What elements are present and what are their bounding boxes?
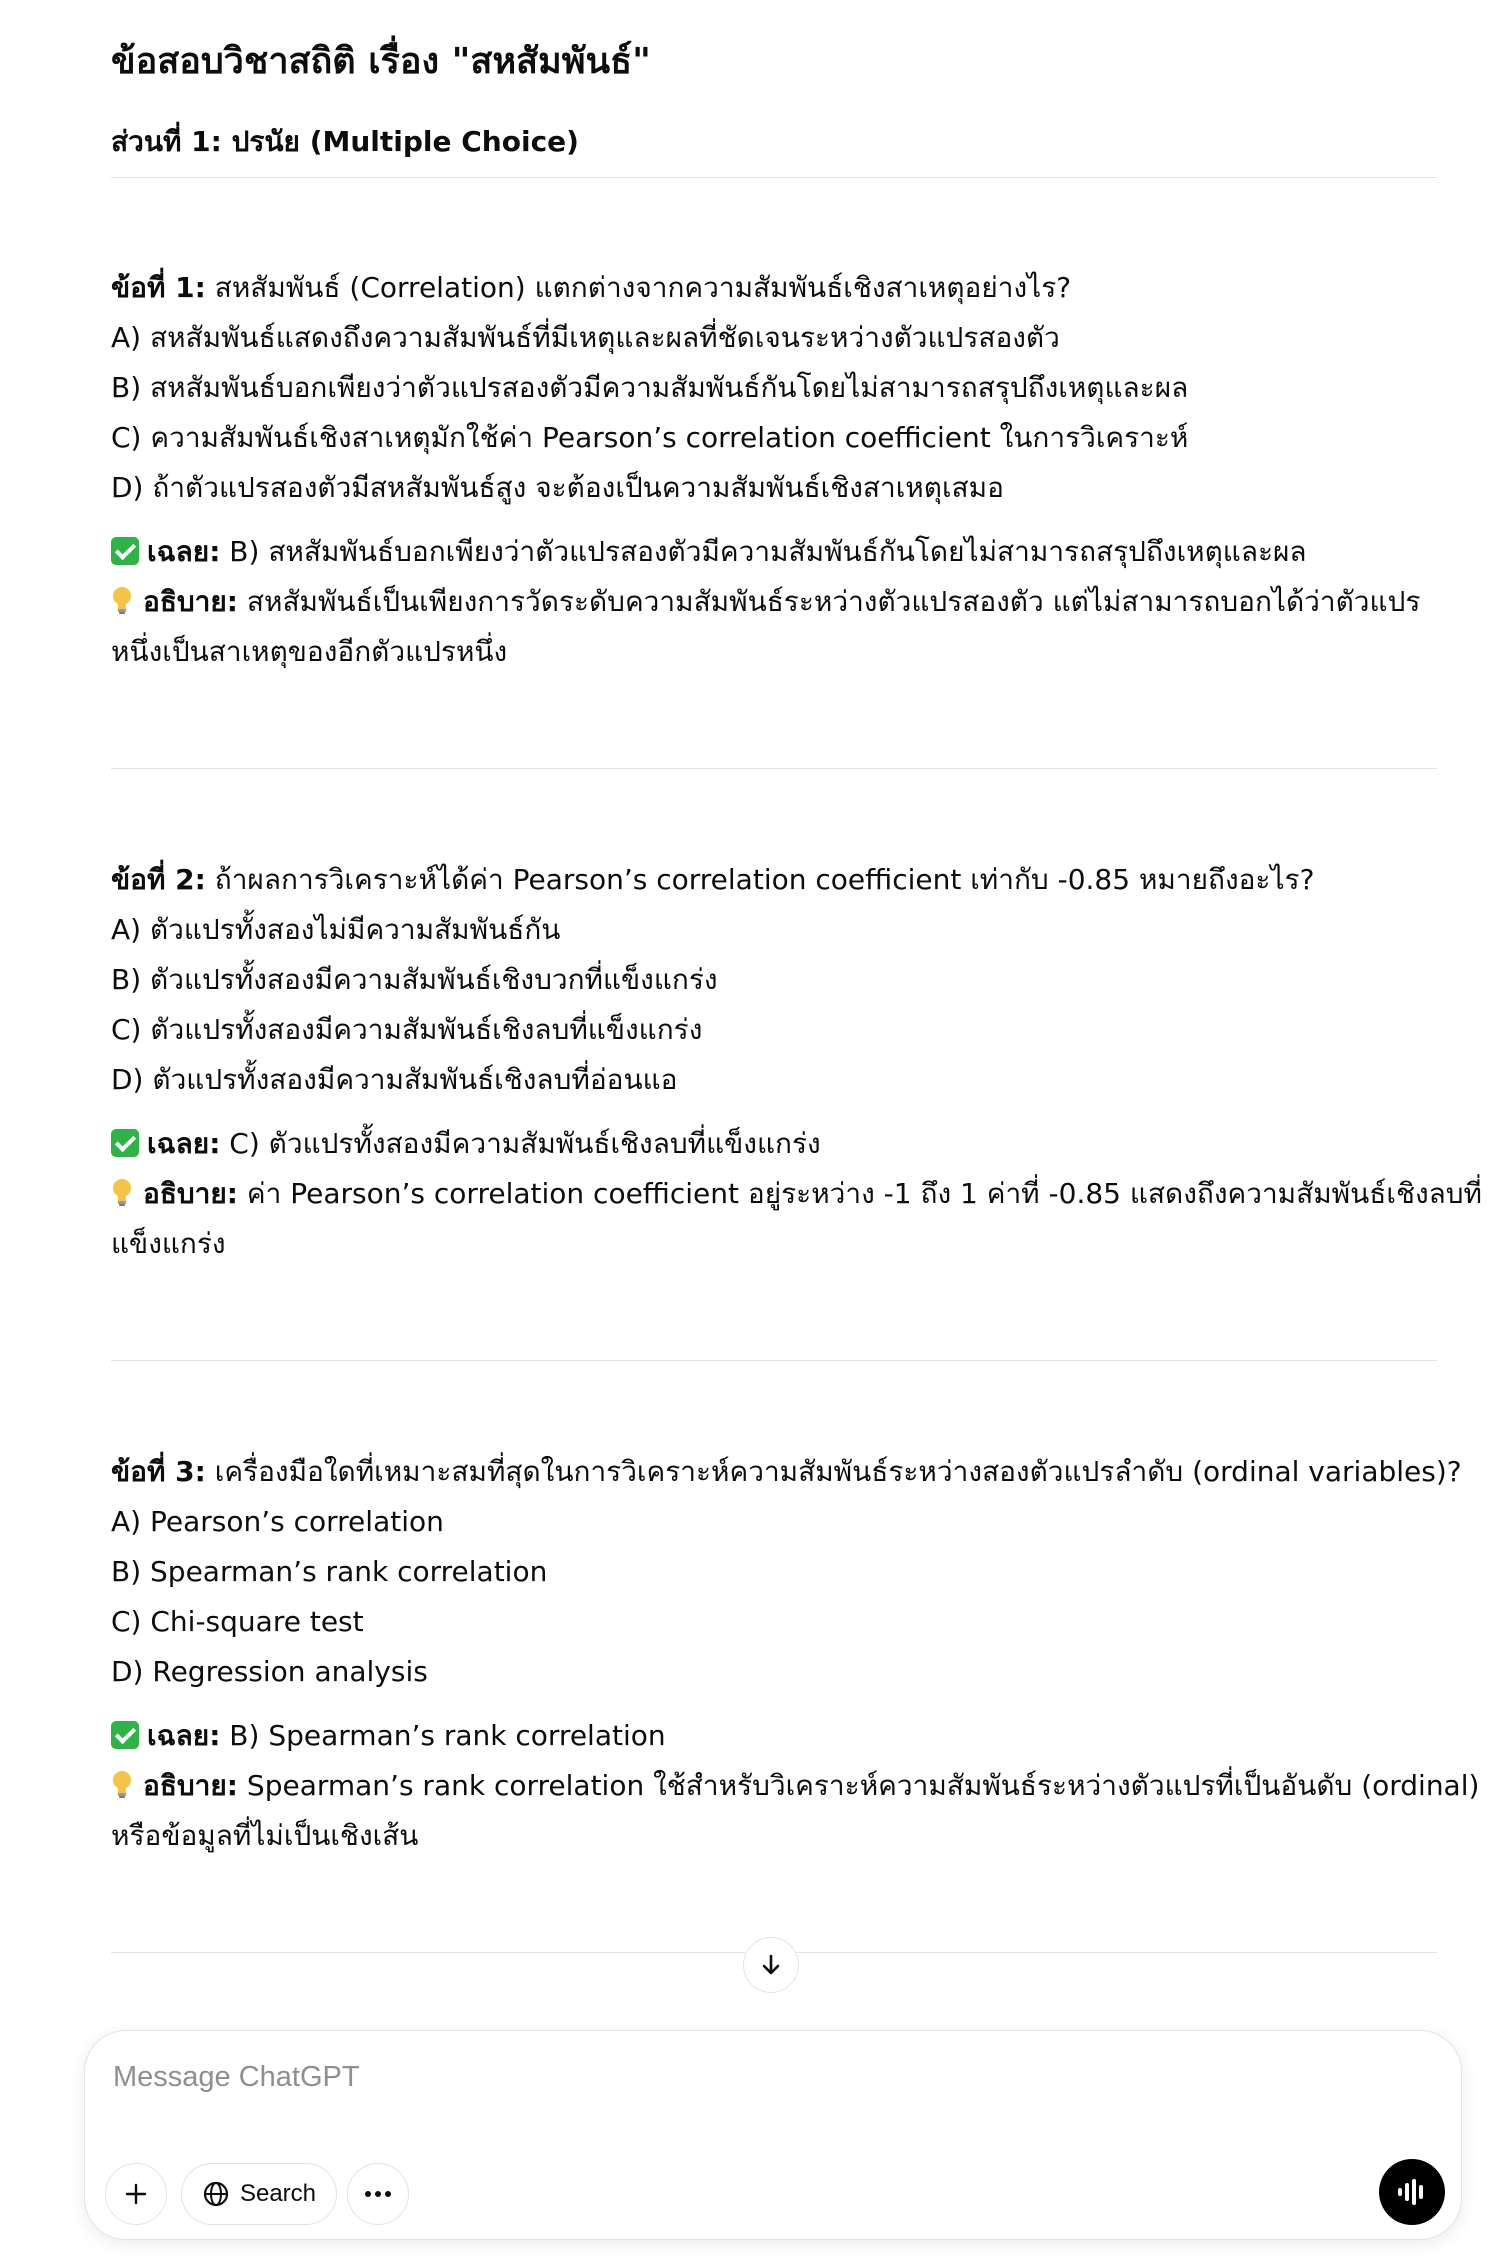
globe-icon <box>202 2180 230 2208</box>
document-title: ข้อสอบวิชาสถิติ เรื่อง "สหสัมพันธ์" <box>111 41 651 82</box>
answer-text: B) Spearman’s rank correlation <box>220 1719 666 1752</box>
light-bulb-icon <box>111 1770 133 1800</box>
option-b: B) Spearman’s rank correlation <box>111 1555 548 1588</box>
question-text: ข้อที่ 2: ถ้าผลการวิเคราะห์ได้ค่า Pearson’s correlation coefficient เท่ากับ -0.85 หมายถึงอะไร? <box>111 863 1315 896</box>
option-c: C) ความสัมพันธ์เชิงสาเหตุมักใช้ค่า Pearson’s correlation coefficient ในการวิเคราะห์ <box>111 421 1189 454</box>
voice-mode-icon <box>1396 2178 1428 2206</box>
answer-block <box>111 527 1437 677</box>
divider <box>111 177 1437 178</box>
explanation: อธิบาย: Spearman’s rank correlation ใช้สำหรับวิเคราะห์ความสัมพันธ์ระหว่างตัวแปรที่เป็นอันดับ (ordinal) หรือข้อมูลที่ไม่เป็นเชิงเส้น <box>111 1769 1480 1852</box>
explain-label: อธิบาย: <box>143 1769 239 1802</box>
message-input[interactable] <box>113 2057 1213 2097</box>
option-c: C) ตัวแปรทั้งสองมีความสัมพันธ์เชิงลบที่แข็งแกร่ง <box>111 1013 703 1046</box>
answer-line <box>111 527 1437 577</box>
explanation: อธิบาย: ค่า Pearson’s correlation coefficient อยู่ระหว่าง -1 ถึง 1 ค่าที่ -0.85 แสดงถึงความสัมพันธ์เชิงลบที่ แข็งแกร่ง <box>111 1177 1483 1260</box>
plus-icon <box>123 2181 149 2207</box>
section-heading: ส่วนที่ 1: ปรนัย (Multiple Choice) <box>111 125 579 158</box>
check-mark-icon <box>111 537 139 565</box>
search-label: Search <box>239 2180 317 2207</box>
question-1 <box>111 263 1437 677</box>
explain-label: อธิบาย: <box>143 585 239 618</box>
option-d: D) Regression analysis <box>111 1655 428 1688</box>
question-label: ข้อที่ 1: <box>111 271 206 304</box>
answer-text: B) สหสัมพันธ์บอกเพียงว่าตัวแปรสองตัวมีความสัมพันธ์กันโดยไม่สามารถสรุปถึงเหตุและผล <box>220 535 1307 568</box>
explanation: อธิบาย: สหสัมพันธ์เป็นเพียงการวัดระดับความสัมพันธ์ระหว่างตัวแปรสองตัว แต่ไม่สามารถบอกได้ว่าตัวแปร หนึ่งเป็นสาเหตุของอีกตัวแปรหนึ่ง <box>111 585 1421 668</box>
check-mark-icon <box>111 1129 139 1157</box>
answer-line <box>111 1711 1437 1761</box>
light-bulb-icon <box>111 586 133 616</box>
answer-label: เฉลย: <box>147 1127 221 1160</box>
voice-mode-button[interactable] <box>1379 2159 1445 2225</box>
search-button[interactable] <box>181 2163 337 2225</box>
divider <box>111 1360 1437 1361</box>
check-mark-icon <box>111 1721 139 1749</box>
message-composer <box>84 2030 1462 2240</box>
scroll-to-bottom-button[interactable] <box>743 1937 799 1993</box>
option-d: D) ตัวแปรทั้งสองมีความสัมพันธ์เชิงลบที่อ่อนแอ <box>111 1063 678 1096</box>
question-label: ข้อที่ 3: <box>111 1455 206 1488</box>
arrow-down-icon <box>758 1952 784 1978</box>
option-a: A) Pearson’s correlation <box>111 1505 444 1538</box>
option-b: B) ตัวแปรทั้งสองมีความสัมพันธ์เชิงบวกที่แข็งแกร่ง <box>111 963 718 996</box>
question-3 <box>111 1447 1480 1861</box>
option-b: B) สหสัมพันธ์บอกเพียงว่าตัวแปรสองตัวมีความสัมพันธ์กันโดยไม่สามารถสรุปถึงเหตุและผล <box>111 371 1189 404</box>
attach-button[interactable] <box>105 2163 167 2225</box>
answer-label: เฉลย: <box>147 535 221 568</box>
question-text: ข้อที่ 3: เครื่องมือใดที่เหมาะสมที่สุดในการวิเคราะห์ความสัมพันธ์ระหว่างสองตัวแปรลำดับ (ordinal variables)? <box>111 1455 1462 1488</box>
option-a: A) ตัวแปรทั้งสองไม่มีความสัมพันธ์กัน <box>111 913 561 946</box>
answer-block <box>111 1119 1483 1269</box>
option-d: D) ถ้าตัวแปรสองตัวมีสหสัมพันธ์สูง จะต้องเป็นความสัมพันธ์เชิงสาเหตุเสมอ <box>111 471 1004 504</box>
option-a: A) สหสัมพันธ์แสดงถึงความสัมพันธ์ที่มีเหตุและผลที่ชัดเจนระหว่างตัวแปรสองตัว <box>111 321 1060 354</box>
answer-block <box>111 1711 1480 1861</box>
option-c: C) Chi-square test <box>111 1605 364 1638</box>
question-2 <box>111 855 1483 1269</box>
divider <box>111 768 1437 769</box>
answer-line <box>111 1119 1437 1169</box>
question-text: ข้อที่ 1: สหสัมพันธ์ (Correlation) แตกต่างจากความสัมพันธ์เชิงสาเหตุอย่างไร? <box>111 271 1072 304</box>
answer-label: เฉลย: <box>147 1719 221 1752</box>
ellipsis-icon <box>364 2190 392 2198</box>
explain-label: อธิบาย: <box>143 1177 239 1210</box>
question-label: ข้อที่ 2: <box>111 863 206 896</box>
more-options-button[interactable] <box>347 2163 409 2225</box>
light-bulb-icon <box>111 1178 133 1208</box>
answer-text: C) ตัวแปรทั้งสองมีความสัมพันธ์เชิงลบที่แข็งแกร่ง <box>220 1127 821 1160</box>
